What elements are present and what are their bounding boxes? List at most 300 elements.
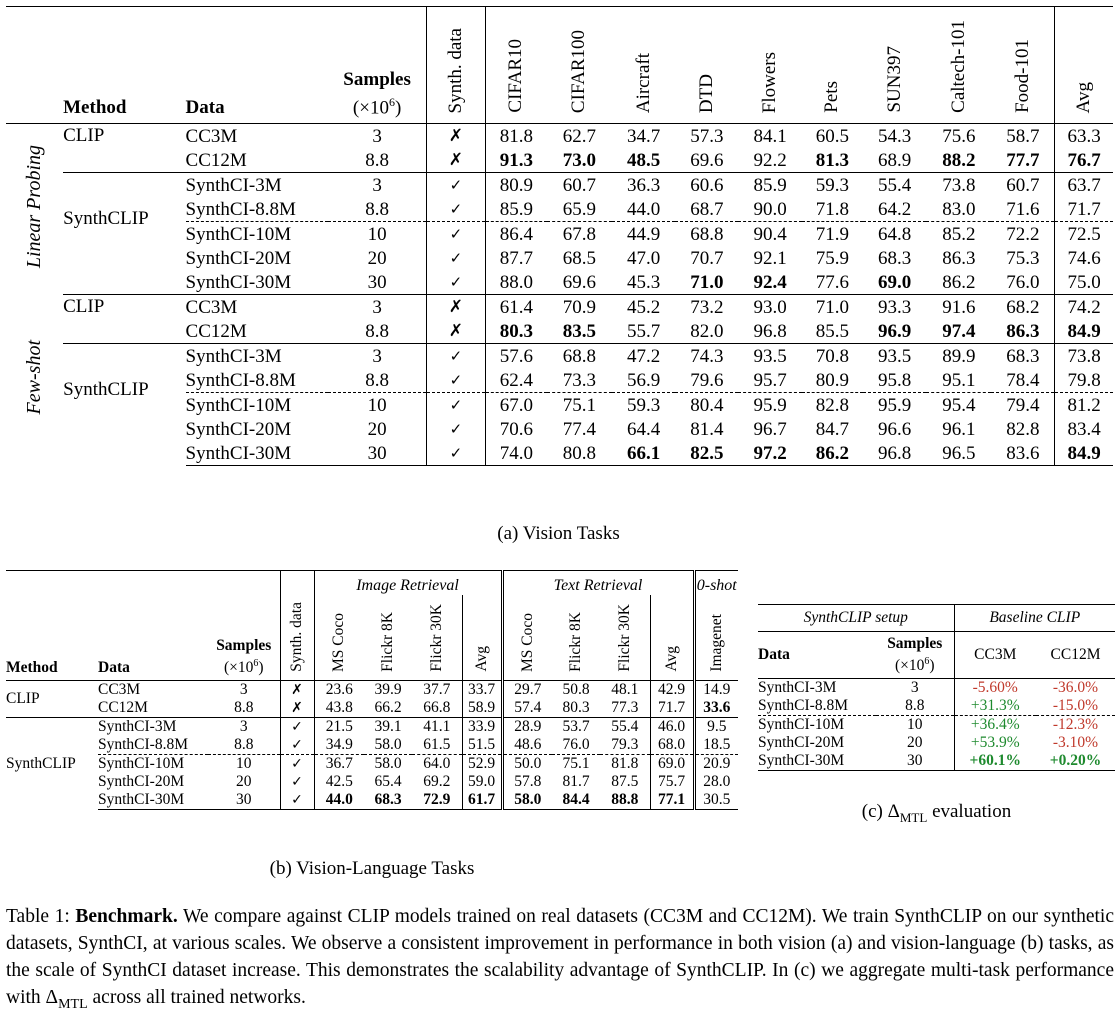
value-avg: 63.7 [1055, 173, 1113, 198]
header-aircraft: Aircraft [612, 7, 675, 124]
b-value-imagenet: 18.5 [694, 736, 738, 755]
c-cc3m-value: -5.60% [954, 679, 1036, 698]
value-dtd: 73.2 [675, 295, 738, 320]
value-cifar100: 68.5 [562, 247, 596, 269]
value-avg: 74.2 [1055, 295, 1113, 320]
b-value-img-flickr30k: 64.0 [412, 755, 462, 774]
value-flowers: 84.1 [738, 124, 801, 149]
c-cc12m-value: +0.20% [1036, 752, 1115, 771]
b-value-imagenet: 30.5 [694, 791, 738, 810]
samples-cell: 3 [328, 173, 426, 198]
header-food101: Food-101 [991, 7, 1054, 124]
c-data-cell: SynthCI-8.8M [758, 697, 848, 714]
value-flowers: 90.0 [753, 198, 787, 220]
b-value-txt-mscoco: 29.7 [502, 681, 552, 700]
c-data-cell: SynthCI-20M [758, 734, 845, 751]
value-avg: 71.7 [1067, 198, 1101, 220]
b-header-txt-flickr8k: Flickr 8K [567, 612, 584, 672]
b-value-txt-mscoco: 57.8 [502, 773, 552, 791]
value-cifar10: 70.6 [499, 418, 533, 440]
value-food101: 83.6 [991, 441, 1054, 466]
check-icon: ✓ [291, 719, 303, 735]
value-pets: 71.9 [802, 222, 863, 247]
synth-flag-cell [426, 417, 485, 441]
value-food101: 71.6 [991, 197, 1054, 222]
b-value-txt-flickr30k: 77.3 [611, 699, 639, 716]
b-value-img-flickr8k: 39.1 [364, 718, 412, 737]
value-cifar10: 87.7 [499, 247, 533, 269]
c-data-cell: SynthCI-30M [758, 752, 876, 771]
data-name-cell: SynthCI-8.8M [185, 369, 296, 391]
b-value-img-flickr30k: 66.8 [423, 699, 451, 716]
value-aircraft: 44.0 [626, 198, 661, 220]
b-value-imagenet: 20.9 [694, 755, 738, 774]
value-avg: 81.2 [1055, 393, 1113, 418]
synth-flag-cell [426, 173, 485, 198]
value-food101: 72.2 [991, 222, 1054, 247]
b-value-img-mscoco: 43.8 [314, 699, 364, 718]
b-samples-cell: 3 [208, 681, 280, 700]
header-flowers: Flowers [738, 7, 801, 124]
b-value-img-flickr30k: 41.1 [412, 718, 462, 737]
b-method-synthclip: SynthCLIP [6, 718, 98, 810]
value-flowers: 96.8 [753, 320, 787, 342]
samples-cell: 3 [328, 295, 426, 320]
synth-flag-cell [426, 441, 485, 466]
value-pets: 85.5 [815, 320, 849, 342]
value-pets: 71.8 [815, 198, 849, 220]
c-samples-cell: 8.8 [905, 697, 925, 714]
synth-flag-cell [426, 393, 485, 418]
c-cc3m-value: +53.9% [954, 734, 1036, 752]
b-value-txt-avg: 77.1 [650, 791, 694, 810]
b-header-imagenet: Imagenet [694, 595, 738, 681]
value-caltech101: 95.1 [942, 369, 976, 391]
b-value-txt-flickr30k: 81.8 [600, 755, 650, 774]
check-icon: ✓ [449, 225, 463, 243]
section-label-text: Linear Probing [23, 144, 46, 268]
c-cc12m-value: -3.10% [1052, 734, 1099, 751]
c-cc12m-value: -36.0% [1036, 679, 1115, 698]
b-value-img-flickr8k: 58.0 [364, 755, 412, 774]
c-data-cell: SynthCI-3M [758, 679, 876, 698]
value-cifar10: 74.0 [485, 441, 546, 466]
c-header-samples: Samples $(\times 10^6)$ [887, 634, 943, 675]
b-samples-cell: 8.8 [234, 699, 254, 716]
b-value-img-flickr8k: 68.3 [364, 791, 412, 810]
value-pets: 82.8 [802, 393, 863, 418]
header-cifar100: CIFAR100 [547, 7, 612, 124]
b-header-data: Data [98, 659, 130, 676]
b-value-txt-flickr8k: 75.1 [552, 755, 600, 774]
c-samples-cell: 30 [876, 752, 954, 771]
b-value-txt-mscoco: 50.0 [502, 755, 552, 774]
value-flowers: 92.1 [753, 247, 787, 269]
b-value-txt-flickr30k: 55.4 [600, 718, 650, 737]
check-icon: ✓ [449, 249, 463, 267]
value-sun397: 64.8 [863, 222, 926, 247]
b-value-txt-mscoco: 28.9 [502, 718, 552, 737]
b-value-img-flickr30k: 72.9 [412, 791, 462, 810]
cross-icon: ✗ [448, 297, 464, 317]
b-method-clip: CLIP [6, 681, 98, 718]
check-icon: ✓ [449, 200, 463, 218]
value-aircraft: 66.1 [612, 441, 675, 466]
b-samples-cell: 10 [208, 755, 280, 774]
samples-cell: 8.8 [365, 198, 389, 220]
value-avg: 75.0 [1067, 271, 1101, 293]
value-flowers: 85.9 [738, 173, 801, 198]
value-avg: 73.8 [1055, 344, 1113, 369]
samples-cell: 20 [367, 418, 387, 440]
b-value-txt-mscoco: 58.0 [502, 791, 552, 810]
value-cifar10: 81.8 [485, 124, 546, 149]
value-cifar100: 65.9 [562, 198, 596, 220]
b-value-txt-flickr30k: 48.1 [600, 681, 650, 700]
b-value-txt-avg: 71.7 [650, 699, 694, 718]
b-header-img-flickr8k: Flickr 8K [379, 612, 396, 672]
synth-flag-cell [426, 197, 485, 222]
group-zero-shot: 0-shot [694, 571, 738, 596]
value-food101: 75.3 [991, 246, 1054, 270]
value-dtd: 82.0 [690, 320, 724, 342]
value-cifar100: 60.7 [547, 173, 612, 198]
b-value-txt-mscoco: 48.6 [502, 736, 552, 755]
b-value-img-flickr30k: 37.7 [412, 681, 462, 700]
header-caltech101: Caltech-101 [926, 7, 991, 124]
c-cc3m-value: +36.4% [954, 716, 1036, 735]
b-value-txt-flickr8k: 84.4 [552, 791, 600, 810]
b-value-imagenet: 28.0 [694, 773, 738, 791]
value-flowers: 93.5 [738, 344, 801, 369]
data-name-cell: CC12M [185, 320, 247, 342]
vision-tasks-table [6, 6, 1113, 466]
value-sun397: 64.2 [877, 198, 912, 220]
value-pets: 75.9 [815, 247, 849, 269]
b-header-txt-avg: Avg [650, 595, 694, 681]
value-food101: 77.7 [991, 148, 1054, 173]
value-dtd: 68.8 [675, 222, 738, 247]
b-value-txt-flickr8k: 80.3 [562, 699, 590, 716]
check-icon: ✓ [291, 756, 303, 772]
value-caltech101: 91.6 [926, 295, 991, 320]
b-value-txt-flickr8k: 53.7 [552, 718, 600, 737]
cross-icon: ✗ [448, 126, 464, 146]
method-clip: CLIP [63, 295, 185, 344]
b-value-txt-avg: 46.0 [650, 718, 694, 737]
b-synth-flag-cell [280, 773, 314, 791]
b-header-img-avg: Avg [462, 595, 502, 681]
check-icon: ✓ [291, 774, 303, 790]
value-dtd: 68.7 [690, 198, 724, 220]
b-synth-flag-cell [280, 681, 314, 700]
section-label [6, 124, 63, 295]
value-food101: 78.4 [991, 368, 1054, 393]
value-flowers: 90.4 [738, 222, 801, 247]
value-pets: 86.2 [802, 441, 863, 466]
cross-icon: ✗ [291, 682, 303, 698]
value-aircraft: 36.3 [612, 173, 675, 198]
value-flowers: 92.2 [753, 149, 787, 171]
section-label-text: Few-shot [23, 339, 46, 415]
cross-icon: ✗ [448, 321, 464, 341]
b-data-cell: SynthCI-10M [98, 755, 208, 774]
value-aircraft: 59.3 [612, 393, 675, 418]
b-header-txt-mscoco: MS Coco [502, 595, 552, 681]
value-avg: 76.7 [1067, 149, 1101, 171]
value-aircraft: 34.7 [612, 124, 675, 149]
value-caltech101: 86.2 [942, 271, 976, 293]
b-value-imagenet: 33.6 [694, 699, 738, 718]
value-aircraft: 48.5 [626, 149, 661, 171]
c-header-cc3m: CC3M [954, 632, 1036, 679]
b-data-cell: SynthCI-8.8M [98, 736, 188, 753]
value-cifar10: 80.3 [499, 320, 533, 342]
value-caltech101: 95.4 [926, 393, 991, 418]
value-caltech101: 97.4 [942, 320, 976, 342]
value-sun397: 68.9 [877, 149, 912, 171]
value-dtd: 74.3 [675, 344, 738, 369]
samples-cell: 10 [328, 222, 426, 247]
value-flowers: 93.0 [738, 295, 801, 320]
samples-cell: 10 [328, 393, 426, 418]
value-pets: 80.9 [815, 369, 849, 391]
b-value-txt-flickr30k: 87.5 [611, 773, 639, 790]
value-food101: 68.2 [991, 295, 1054, 320]
synth-flag-cell [426, 148, 485, 173]
value-cifar100: 75.1 [547, 393, 612, 418]
b-value-img-flickr8k: 65.4 [374, 773, 402, 790]
value-cifar10: 57.6 [485, 344, 546, 369]
b-value-txt-avg: 42.9 [650, 681, 694, 700]
value-food101: 76.0 [991, 270, 1054, 295]
value-flowers: 92.4 [753, 271, 787, 293]
data-name-cell: SynthCI-20M [185, 247, 292, 269]
value-cifar100: 68.8 [547, 344, 612, 369]
b-data-cell: CC12M [98, 699, 148, 716]
header-samples: Samples $(\times 10^6)$ [328, 7, 426, 124]
delta-mtl-table [758, 604, 1115, 771]
check-icon: ✓ [449, 176, 463, 194]
group-text-retrieval: Text Retrieval [502, 571, 694, 596]
value-cifar10: 80.9 [485, 173, 546, 198]
b-synth-flag-cell [280, 699, 314, 718]
b-header-img-mscoco: MS Coco [314, 595, 364, 681]
b-value-img-mscoco: 34.9 [314, 736, 364, 755]
b-value-img-mscoco: 44.0 [314, 791, 364, 810]
b-header-method: Method [6, 659, 58, 676]
value-cifar10: 88.0 [499, 271, 533, 293]
value-sun397: 93.3 [863, 295, 926, 320]
value-caltech101: 96.1 [942, 418, 976, 440]
c-cc12m-value: -15.0% [1052, 697, 1099, 714]
b-value-txt-avg: 75.7 [650, 773, 694, 791]
c-cc12m-value: -12.3% [1036, 716, 1115, 735]
samples-cell: 3 [328, 344, 426, 369]
c-samples-cell: 20 [907, 734, 923, 751]
value-avg: 72.5 [1055, 222, 1113, 247]
section-label [6, 295, 63, 466]
value-cifar100: 73.3 [562, 369, 596, 391]
value-cifar10: 86.4 [485, 222, 546, 247]
value-dtd: 70.7 [690, 247, 724, 269]
value-caltech101: 83.0 [942, 198, 976, 220]
value-dtd: 79.6 [690, 369, 724, 391]
b-data-cell: SynthCI-3M [98, 718, 208, 737]
b-header-txt-flickr30k: Flickr 30K [615, 604, 633, 672]
samples-cell: 8.8 [365, 149, 389, 171]
b-synth-flag-cell [280, 755, 314, 774]
value-aircraft: 44.9 [612, 222, 675, 247]
value-dtd: 57.3 [675, 124, 738, 149]
c-samples-cell: 3 [876, 679, 954, 698]
value-caltech101: 89.9 [926, 344, 991, 369]
group-image-retrieval: Image Retrieval [314, 571, 502, 596]
b-header-synth: Synth. data [280, 595, 314, 681]
b-value-img-flickr30k: 61.5 [423, 736, 451, 753]
b-value-img-mscoco: 42.5 [314, 773, 364, 791]
b-value-txt-flickr8k: 81.7 [562, 773, 590, 790]
value-cifar10: 85.9 [499, 198, 533, 220]
c-cc3m-value: +31.3% [954, 697, 1036, 716]
value-flowers: 95.7 [753, 369, 787, 391]
b-samples-cell: 30 [208, 791, 280, 810]
value-aircraft: 45.3 [626, 271, 661, 293]
value-aircraft: 47.0 [626, 247, 661, 269]
samples-cell: 30 [328, 441, 426, 466]
value-cifar100: 69.6 [562, 271, 596, 293]
c-samples-cell: 10 [876, 716, 954, 735]
b-value-txt-avg: 69.0 [650, 755, 694, 774]
value-avg: 63.3 [1055, 124, 1113, 149]
c-header-data: Data [758, 646, 790, 663]
value-avg: 84.9 [1055, 441, 1113, 466]
b-value-imagenet: 14.9 [694, 681, 738, 700]
data-name-cell: SynthCI-3M [186, 344, 329, 369]
b-value-img-mscoco: 23.6 [314, 681, 364, 700]
data-name-cell: CC3M [186, 124, 329, 149]
data-name-cell: SynthCI-20M [185, 418, 292, 440]
b-value-img-avg: 33.9 [462, 718, 502, 737]
value-aircraft: 55.7 [626, 320, 661, 342]
check-icon: ✓ [291, 792, 303, 808]
value-caltech101: 88.2 [942, 149, 976, 171]
value-dtd: 60.6 [675, 173, 738, 198]
header-synth-data: Synth. data [426, 7, 485, 124]
method-synthclip: SynthCLIP [63, 173, 185, 295]
b-value-img-mscoco: 21.5 [314, 718, 364, 737]
value-caltech101: 73.8 [926, 173, 991, 198]
value-aircraft: 56.9 [626, 369, 661, 391]
b-samples-cell: 3 [208, 718, 280, 737]
b-value-imagenet: 9.5 [694, 718, 738, 737]
value-food101: 86.3 [991, 319, 1054, 344]
grp-blank [6, 571, 98, 596]
b-value-img-flickr8k: 58.0 [374, 736, 402, 753]
b-data-cell: SynthCI-30M [98, 791, 208, 810]
b-value-img-avg: 33.7 [462, 681, 502, 700]
value-cifar100: 67.8 [547, 222, 612, 247]
value-sun397: 68.3 [877, 247, 912, 269]
value-aircraft: 64.4 [626, 418, 661, 440]
b-value-img-avg: 51.5 [462, 736, 502, 755]
value-sun397: 55.4 [863, 173, 926, 198]
value-sun397: 95.8 [877, 369, 912, 391]
check-icon: ✓ [449, 444, 463, 462]
b-value-img-flickr8k: 66.2 [374, 699, 402, 716]
synth-flag-cell [426, 319, 485, 344]
value-caltech101: 86.3 [942, 247, 976, 269]
check-icon: ✓ [449, 420, 463, 438]
value-avg: 79.8 [1067, 369, 1101, 391]
value-dtd: 71.0 [690, 271, 724, 293]
value-cifar100: 77.4 [562, 418, 596, 440]
header-data: Data [186, 7, 329, 124]
value-cifar100: 73.0 [562, 149, 596, 171]
value-food101: 60.7 [991, 173, 1054, 198]
value-cifar100: 80.8 [547, 441, 612, 466]
c-setup: SynthCLIP setup [758, 605, 954, 632]
value-food101: 82.8 [991, 417, 1054, 441]
value-dtd: 69.6 [690, 149, 724, 171]
value-sun397: 93.5 [863, 344, 926, 369]
b-samples-cell: 20 [236, 773, 252, 790]
cross-icon: ✗ [448, 150, 464, 170]
b-samples-cell: 8.8 [234, 736, 254, 753]
vision-language-table [6, 570, 738, 810]
value-cifar100: 70.9 [547, 295, 612, 320]
c-data-cell: SynthCI-10M [758, 716, 876, 735]
samples-cell: 3 [328, 124, 426, 149]
b-value-txt-mscoco: 57.4 [502, 699, 552, 718]
synth-flag-cell [426, 222, 485, 247]
value-food101: 79.4 [991, 393, 1054, 418]
value-cifar100: 83.5 [562, 320, 596, 342]
value-sun397: 95.9 [863, 393, 926, 418]
value-flowers: 96.7 [753, 418, 787, 440]
method-clip: CLIP [63, 124, 185, 173]
header-sun397: SUN397 [863, 7, 926, 124]
data-name-cell: SynthCI-10M [186, 222, 329, 247]
c-baseline: Baseline CLIP [954, 605, 1115, 632]
b-header-img-flickr30k: Flickr 30K [427, 604, 445, 672]
synth-flag-cell [426, 295, 485, 320]
value-pets: 60.5 [802, 124, 863, 149]
b-value-txt-avg: 68.0 [650, 736, 694, 755]
b-value-txt-flickr30k: 88.8 [600, 791, 650, 810]
check-icon: ✓ [449, 371, 463, 389]
method-synthclip: SynthCLIP [63, 344, 185, 466]
samples-cell: 8.8 [365, 369, 389, 391]
data-name-cell: SynthCI-8.8M [185, 198, 296, 220]
samples-cell: 30 [367, 271, 387, 293]
b-value-img-avg: 59.0 [462, 773, 502, 791]
samples-cell: 20 [367, 247, 387, 269]
header-cifar10: CIFAR10 [485, 7, 546, 124]
value-cifar10: 62.4 [499, 369, 533, 391]
b-value-img-avg: 52.9 [462, 755, 502, 774]
value-sun397: 96.6 [877, 418, 912, 440]
value-pets: 77.6 [815, 271, 849, 293]
synth-flag-cell [426, 270, 485, 295]
value-pets: 84.7 [815, 418, 849, 440]
value-avg: 83.4 [1067, 418, 1101, 440]
data-name-cell: CC12M [185, 149, 247, 171]
table-caption: Table 1: Benchmark. We compare against CLIP models trained on real datasets (CC3M and CC12M). We train SynthCLIP on our synthetic datasets, SynthCI, at various scales. We observe a consistent improvement in performance in both vision (a) and vision-language (b) tasks, as the scale of SynthCI dataset increase. This demonstrates the scalability advantage of SynthCLIP. In (c) we aggregate multi-task performance with $\Delta_{MTL}$ across all trained networks. [6, 906, 1115, 1012]
data-name-cell: SynthCI-30M [186, 441, 329, 466]
header-blank [6, 7, 63, 124]
value-flowers: 97.2 [738, 441, 801, 466]
